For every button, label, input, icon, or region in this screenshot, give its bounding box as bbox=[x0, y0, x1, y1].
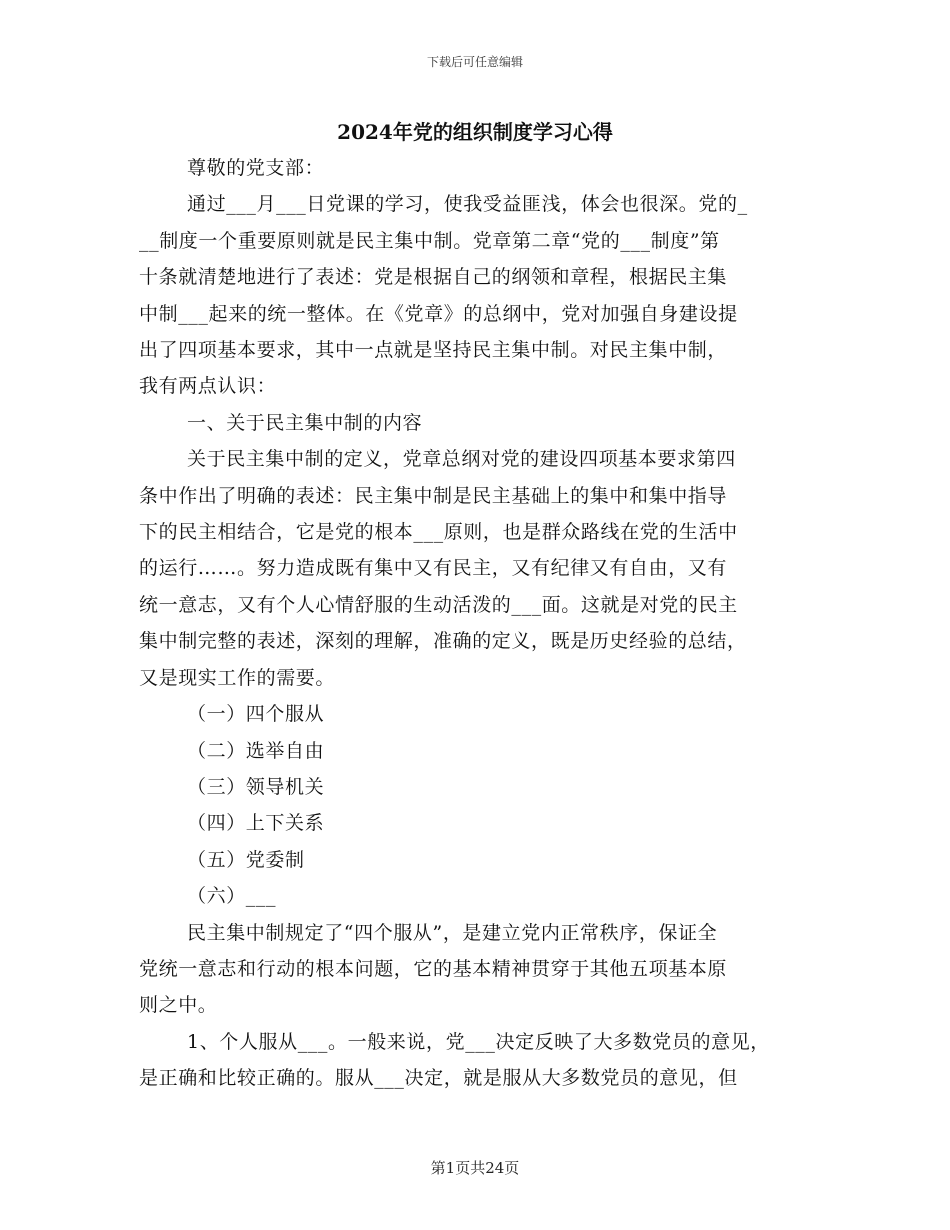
text-line: 的运行……。努力造成既有集中又有民主，又有纪律又有自由，又有 bbox=[139, 557, 728, 580]
text-line: 是正确和比较正确的。服从___决定，就是服从大多数党员的意见，但 bbox=[139, 1067, 738, 1090]
text-line: 民主集中制规定了“四个服从”，是建立党内正常秩序，保证全 bbox=[187, 921, 718, 944]
text-line: （四）上下关系 bbox=[187, 812, 325, 835]
text-line: 通过___月___日党课的学习，使我受益匪浅，体会也很深。党的_ bbox=[187, 193, 748, 216]
text-line: 尊敬的党支部： bbox=[187, 157, 325, 179]
text-line: 条中作出了明确的表述：民主集中制是民主基础上的集中和集中指导 bbox=[139, 484, 728, 507]
document-title: 2024年党的组织制度学习心得 bbox=[337, 120, 613, 144]
text-line: 统一意志，又有个人心情舒服的生动活泼的___面。这就是对党的民主 bbox=[139, 593, 738, 616]
text-line: 党统一意志和行动的根本问题，它的基本精神贯穿于其他五项基本原 bbox=[139, 957, 728, 980]
text-line: 集中制完整的表述，深刻的理解，准确的定义，既是历史经验的总结， bbox=[139, 630, 747, 653]
text-line: （六）___ bbox=[187, 885, 277, 908]
text-line: 一、关于民主集中制的内容 bbox=[187, 411, 423, 434]
text-line: 关于民主集中制的定义，党章总纲对党的建设四项基本要求第四 bbox=[187, 448, 736, 471]
text-line: 1、个人服从___。一般来说，党___决定反映了大多数党员的意见， bbox=[187, 1030, 770, 1053]
page-number-footer: 第1页共24页 bbox=[430, 1159, 520, 1177]
text-line: __制度一个重要原则就是民主集中制。党章第二章“党的___制度”第 bbox=[139, 229, 720, 252]
header-note: 下载后可任意编辑 bbox=[426, 55, 523, 69]
text-line: 则之中。 bbox=[139, 994, 218, 1017]
text-line: 下的民主相结合，它是党的根本___原则，也是群众路线在党的生活中 bbox=[139, 521, 738, 544]
text-line: 十条就清楚地进行了表述：党是根据自己的纲领和章程，根据民主集 bbox=[139, 266, 728, 289]
text-line: 又是现实工作的需要。 bbox=[139, 666, 336, 689]
text-line: （三）领导机关 bbox=[187, 775, 325, 798]
text-line: （五）党委制 bbox=[187, 848, 305, 871]
document-body bbox=[139, 150, 819, 1097]
text-line: 中制___起来的统一整体。在《党章》的总纲中，党对加强自身建设提 bbox=[139, 302, 738, 325]
text-line: 我有两点认识： bbox=[139, 375, 277, 398]
text-line: （二）选举自由 bbox=[187, 739, 325, 762]
text-line: （一）四个服从 bbox=[187, 703, 325, 726]
text-line: 出了四项基本要求，其中一点就是坚持民主集中制。对民主集中制， bbox=[139, 339, 728, 362]
